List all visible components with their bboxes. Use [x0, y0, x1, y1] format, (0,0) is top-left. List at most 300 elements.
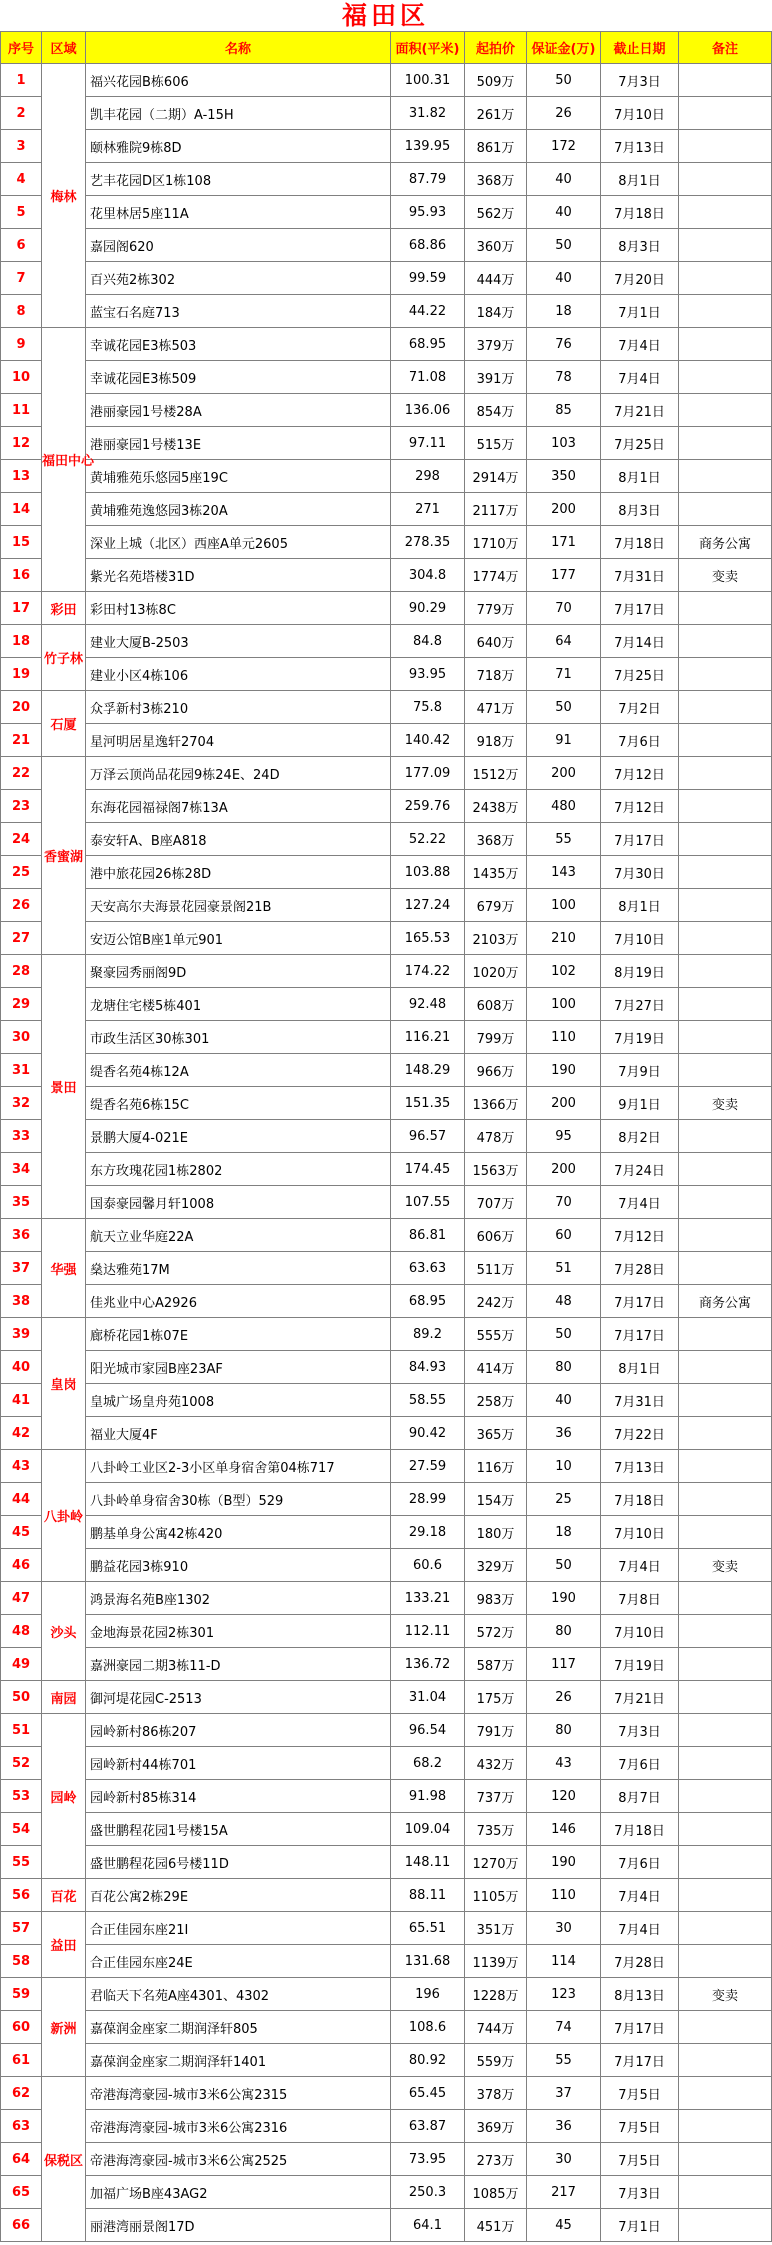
area-cell: 84.93: [391, 1351, 465, 1384]
name-cell: 嘉园阁620: [86, 229, 391, 262]
deposit-cell: 190: [527, 1054, 601, 1087]
name-cell: 百兴苑2栋302: [86, 262, 391, 295]
table-row: [1, 1912, 772, 1945]
area-cell: 259.76: [391, 790, 465, 823]
table-row: [1, 262, 772, 295]
price-cell: 854万: [465, 394, 527, 427]
table-row: [1, 724, 772, 757]
price-cell: 451万: [465, 2209, 527, 2242]
name-cell: 园岭新村85栋314: [86, 1780, 391, 1813]
date-cell: 7月4日: [601, 1549, 679, 1582]
price-cell: 368万: [465, 163, 527, 196]
deposit-cell: 18: [527, 1516, 601, 1549]
price-cell: 861万: [465, 130, 527, 163]
seq-cell: 39: [1, 1318, 42, 1351]
area-cell: 136.06: [391, 394, 465, 427]
name-cell: 国泰豪园馨月轩1008: [86, 1186, 391, 1219]
area-cell: 58.55: [391, 1384, 465, 1417]
seq-cell: 62: [1, 2077, 42, 2110]
note-cell: 变卖: [679, 559, 772, 592]
region-cell: 彩田: [42, 592, 86, 625]
table-row: [1, 1318, 772, 1351]
note-cell: [679, 1450, 772, 1483]
table-row: [1, 427, 772, 460]
note-cell: [679, 1120, 772, 1153]
price-cell: 242万: [465, 1285, 527, 1318]
area-cell: 73.95: [391, 2143, 465, 2176]
table-row: [1, 1648, 772, 1681]
note-cell: [679, 1054, 772, 1087]
price-cell: 509万: [465, 64, 527, 97]
deposit-cell: 40: [527, 196, 601, 229]
name-cell: 黄埔雅苑乐悠园5座19C: [86, 460, 391, 493]
date-cell: 7月17日: [601, 2044, 679, 2077]
seq-cell: 9: [1, 328, 42, 361]
name-cell: 安迈公馆B座1单元901: [86, 922, 391, 955]
seq-cell: 59: [1, 1978, 42, 2011]
price-cell: 608万: [465, 988, 527, 1021]
name-cell: 廊桥花园1栋07E: [86, 1318, 391, 1351]
date-cell: 7月31日: [601, 1384, 679, 1417]
seq-cell: 20: [1, 691, 42, 724]
name-cell: 紫光名苑塔楼31D: [86, 559, 391, 592]
seq-cell: 2: [1, 97, 42, 130]
name-cell: 八卦岭单身宿舍30栋（B型）529: [86, 1483, 391, 1516]
price-cell: 154万: [465, 1483, 527, 1516]
table-row: [1, 493, 772, 526]
note-cell: [679, 1648, 772, 1681]
region-cell: 竹子林: [42, 625, 86, 691]
area-cell: 108.6: [391, 2011, 465, 2044]
area-cell: 90.29: [391, 592, 465, 625]
date-cell: 7月28日: [601, 1252, 679, 1285]
seq-cell: 31: [1, 1054, 42, 1087]
note-cell: 商务公寓: [679, 1285, 772, 1318]
price-cell: 572万: [465, 1615, 527, 1648]
note-cell: [679, 1153, 772, 1186]
name-cell: 丽港湾丽景阁17D: [86, 2209, 391, 2242]
area-cell: 136.72: [391, 1648, 465, 1681]
price-cell: 1512万: [465, 757, 527, 790]
seq-cell: 25: [1, 856, 42, 889]
area-cell: 139.95: [391, 130, 465, 163]
deposit-cell: 60: [527, 1219, 601, 1252]
note-cell: [679, 988, 772, 1021]
deposit-cell: 64: [527, 625, 601, 658]
note-cell: [679, 1615, 772, 1648]
note-cell: [679, 1747, 772, 1780]
seq-cell: 43: [1, 1450, 42, 1483]
seq-cell: 27: [1, 922, 42, 955]
price-cell: 718万: [465, 658, 527, 691]
area-cell: 68.2: [391, 1747, 465, 1780]
table-row: [1, 658, 772, 691]
note-cell: [679, 1186, 772, 1219]
area-cell: 148.11: [391, 1846, 465, 1879]
date-cell: 7月13日: [601, 1450, 679, 1483]
region-cell: 园岭: [42, 1714, 86, 1879]
deposit-cell: 70: [527, 592, 601, 625]
area-cell: 88.11: [391, 1879, 465, 1912]
header-seq: 序号: [1, 32, 42, 64]
note-cell: [679, 361, 772, 394]
seq-cell: 52: [1, 1747, 42, 1780]
date-cell: 7月18日: [601, 526, 679, 559]
deposit-cell: 200: [527, 1087, 601, 1120]
deposit-cell: 36: [527, 1417, 601, 1450]
deposit-cell: 80: [527, 1615, 601, 1648]
price-cell: 329万: [465, 1549, 527, 1582]
table-row: [1, 2011, 772, 2044]
price-cell: 918万: [465, 724, 527, 757]
date-cell: 8月3日: [601, 493, 679, 526]
table-row: [1, 691, 772, 724]
area-cell: 196: [391, 1978, 465, 2011]
note-cell: [679, 460, 772, 493]
region-cell: 梅林: [42, 64, 86, 328]
name-cell: 皇城广场皇舟苑1008: [86, 1384, 391, 1417]
date-cell: 7月5日: [601, 2110, 679, 2143]
table-row: [1, 1219, 772, 1252]
deposit-cell: 40: [527, 163, 601, 196]
note-cell: [679, 163, 772, 196]
name-cell: 鹏益花园3栋910: [86, 1549, 391, 1582]
note-cell: [679, 922, 772, 955]
name-cell: 东方玫瑰花园1栋2802: [86, 1153, 391, 1186]
seq-cell: 35: [1, 1186, 42, 1219]
price-cell: 679万: [465, 889, 527, 922]
note-cell: [679, 1417, 772, 1450]
area-cell: 99.59: [391, 262, 465, 295]
region-cell: 石厦: [42, 691, 86, 757]
deposit-cell: 50: [527, 1318, 601, 1351]
area-cell: 64.1: [391, 2209, 465, 2242]
area-cell: 92.48: [391, 988, 465, 1021]
name-cell: 嘉葆润金座家二期润泽轩805: [86, 2011, 391, 2044]
deposit-cell: 45: [527, 2209, 601, 2242]
deposit-cell: 200: [527, 757, 601, 790]
note-cell: [679, 592, 772, 625]
name-cell: 园岭新村44栋701: [86, 1747, 391, 1780]
header-region: 区域: [42, 32, 86, 64]
area-cell: 271: [391, 493, 465, 526]
region-cell: 皇岗: [42, 1318, 86, 1450]
table-row: [1, 1087, 772, 1120]
area-cell: 107.55: [391, 1186, 465, 1219]
name-cell: 幸诚花园E3栋509: [86, 361, 391, 394]
table-row: [1, 2110, 772, 2143]
deposit-cell: 200: [527, 1153, 601, 1186]
date-cell: 8月1日: [601, 1351, 679, 1384]
seq-cell: 30: [1, 1021, 42, 1054]
date-cell: 7月18日: [601, 1483, 679, 1516]
name-cell: 盛世鹏程花园6号楼11D: [86, 1846, 391, 1879]
table-row: [1, 625, 772, 658]
table-row: [1, 1945, 772, 1978]
deposit-cell: 71: [527, 658, 601, 691]
table-header: [1, 32, 772, 64]
name-cell: 帝港海湾豪园-城市3米6公寓2315: [86, 2077, 391, 2110]
table-row: [1, 64, 772, 97]
date-cell: 7月5日: [601, 2077, 679, 2110]
name-cell: 建业大厦B-2503: [86, 625, 391, 658]
region-cell: 益田: [42, 1912, 86, 1978]
page-title: 福田区: [341, 1, 429, 30]
deposit-cell: 26: [527, 97, 601, 130]
note-cell: [679, 1681, 772, 1714]
note-cell: [679, 2143, 772, 2176]
deposit-cell: 30: [527, 1912, 601, 1945]
seq-cell: 37: [1, 1252, 42, 1285]
note-cell: [679, 691, 772, 724]
name-cell: 鸿景海名苑B座1302: [86, 1582, 391, 1615]
header-price: 起拍价: [465, 32, 527, 64]
seq-cell: 58: [1, 1945, 42, 1978]
region-cell: 八卦岭: [42, 1450, 86, 1582]
date-cell: 7月5日: [601, 2143, 679, 2176]
date-cell: 8月7日: [601, 1780, 679, 1813]
seq-cell: 26: [1, 889, 42, 922]
seq-cell: 47: [1, 1582, 42, 1615]
seq-cell: 65: [1, 2176, 42, 2209]
deposit-cell: 210: [527, 922, 601, 955]
note-cell: [679, 1351, 772, 1384]
note-cell: [679, 889, 772, 922]
deposit-cell: 100: [527, 889, 601, 922]
table-row: [1, 196, 772, 229]
date-cell: 7月4日: [601, 1186, 679, 1219]
table-row: [1, 823, 772, 856]
date-cell: 7月27日: [601, 988, 679, 1021]
price-cell: 261万: [465, 97, 527, 130]
name-cell: 福业大厦4F: [86, 1417, 391, 1450]
table-row: [1, 97, 772, 130]
name-cell: 帝港海湾豪园-城市3米6公寓2525: [86, 2143, 391, 2176]
date-cell: 7月9日: [601, 1054, 679, 1087]
note-cell: [679, 196, 772, 229]
name-cell: 盛世鹏程花园1号楼15A: [86, 1813, 391, 1846]
table-row: [1, 1516, 772, 1549]
price-cell: 351万: [465, 1912, 527, 1945]
seq-cell: 3: [1, 130, 42, 163]
price-cell: 2438万: [465, 790, 527, 823]
area-cell: 68.95: [391, 1285, 465, 1318]
name-cell: 鹏基单身公寓42栋420: [86, 1516, 391, 1549]
table-row: [1, 2176, 772, 2209]
area-cell: 103.88: [391, 856, 465, 889]
date-cell: 7月24日: [601, 1153, 679, 1186]
deposit-cell: 123: [527, 1978, 601, 2011]
price-cell: 799万: [465, 1021, 527, 1054]
name-cell: 建业小区4栋106: [86, 658, 391, 691]
price-cell: 184万: [465, 295, 527, 328]
price-cell: 1105万: [465, 1879, 527, 1912]
date-cell: 7月12日: [601, 757, 679, 790]
table-row: [1, 394, 772, 427]
name-cell: 合正佳园东座24E: [86, 1945, 391, 1978]
price-cell: 562万: [465, 196, 527, 229]
price-cell: 1435万: [465, 856, 527, 889]
name-cell: 八卦岭工业区2-3小区单身宿舍第04栋717: [86, 1450, 391, 1483]
date-cell: 8月1日: [601, 889, 679, 922]
date-cell: 7月28日: [601, 1945, 679, 1978]
date-cell: 7月13日: [601, 130, 679, 163]
price-cell: 368万: [465, 823, 527, 856]
area-cell: 151.35: [391, 1087, 465, 1120]
price-cell: 587万: [465, 1648, 527, 1681]
date-cell: 7月25日: [601, 427, 679, 460]
table-row: [1, 1417, 772, 1450]
note-cell: [679, 625, 772, 658]
deposit-cell: 217: [527, 2176, 601, 2209]
table-row: [1, 526, 772, 559]
deposit-cell: 40: [527, 262, 601, 295]
table-row: [1, 988, 772, 1021]
deposit-cell: 177: [527, 559, 601, 592]
name-cell: 颐林雅院9栋8D: [86, 130, 391, 163]
name-cell: 御河堤花园C-2513: [86, 1681, 391, 1714]
note-cell: [679, 328, 772, 361]
table-row: [1, 790, 772, 823]
area-cell: 116.21: [391, 1021, 465, 1054]
seq-cell: 4: [1, 163, 42, 196]
date-cell: 7月4日: [601, 1912, 679, 1945]
name-cell: 众孚新村3栋210: [86, 691, 391, 724]
table-row: [1, 922, 772, 955]
date-cell: 8月1日: [601, 163, 679, 196]
table-row: [1, 1714, 772, 1747]
name-cell: 加福广场B座43AG2: [86, 2176, 391, 2209]
seq-cell: 60: [1, 2011, 42, 2044]
deposit-cell: 190: [527, 1846, 601, 1879]
note-cell: [679, 1384, 772, 1417]
seq-cell: 8: [1, 295, 42, 328]
table-row: [1, 460, 772, 493]
name-cell: 合正佳园东座21I: [86, 1912, 391, 1945]
seq-cell: 34: [1, 1153, 42, 1186]
deposit-cell: 172: [527, 130, 601, 163]
date-cell: 7月19日: [601, 1648, 679, 1681]
date-cell: 7月25日: [601, 658, 679, 691]
header-deposit: 保证金(万): [527, 32, 601, 64]
seq-cell: 32: [1, 1087, 42, 1120]
price-cell: 273万: [465, 2143, 527, 2176]
seq-cell: 17: [1, 592, 42, 625]
price-cell: 258万: [465, 1384, 527, 1417]
date-cell: 8月13日: [601, 1978, 679, 2011]
area-cell: 84.8: [391, 625, 465, 658]
region-cell: 福田中心: [42, 328, 86, 592]
price-cell: 391万: [465, 361, 527, 394]
table-row: [1, 1252, 772, 1285]
table-row: [1, 361, 772, 394]
deposit-cell: 120: [527, 1780, 601, 1813]
date-cell: 7月22日: [601, 1417, 679, 1450]
date-cell: 7月18日: [601, 1813, 679, 1846]
date-cell: 7月8日: [601, 1582, 679, 1615]
area-cell: 31.04: [391, 1681, 465, 1714]
note-cell: [679, 856, 772, 889]
area-cell: 95.93: [391, 196, 465, 229]
seq-cell: 56: [1, 1879, 42, 1912]
deposit-cell: 50: [527, 691, 601, 724]
table-row: [1, 592, 772, 625]
seq-cell: 5: [1, 196, 42, 229]
deposit-cell: 55: [527, 2044, 601, 2077]
price-cell: 555万: [465, 1318, 527, 1351]
date-cell: 7月17日: [601, 823, 679, 856]
deposit-cell: 85: [527, 394, 601, 427]
seq-cell: 38: [1, 1285, 42, 1318]
deposit-cell: 100: [527, 988, 601, 1021]
area-cell: 29.18: [391, 1516, 465, 1549]
region-cell: 百花: [42, 1879, 86, 1912]
area-cell: 97.11: [391, 427, 465, 460]
note-cell: [679, 1483, 772, 1516]
date-cell: 7月17日: [601, 1285, 679, 1318]
price-cell: 1710万: [465, 526, 527, 559]
deposit-cell: 50: [527, 1549, 601, 1582]
date-cell: 8月1日: [601, 460, 679, 493]
table-row: [1, 955, 772, 988]
note-cell: [679, 1780, 772, 1813]
seq-cell: 12: [1, 427, 42, 460]
table-row: [1, 1384, 772, 1417]
price-cell: 640万: [465, 625, 527, 658]
note-cell: [679, 1879, 772, 1912]
area-cell: 27.59: [391, 1450, 465, 1483]
table-row: [1, 1153, 772, 1186]
date-cell: 7月17日: [601, 592, 679, 625]
seq-cell: 46: [1, 1549, 42, 1582]
deposit-cell: 10: [527, 1450, 601, 1483]
seq-cell: 44: [1, 1483, 42, 1516]
table-row: [1, 1351, 772, 1384]
date-cell: 7月17日: [601, 2011, 679, 2044]
deposit-cell: 480: [527, 790, 601, 823]
deposit-cell: 350: [527, 460, 601, 493]
region-cell: 华强: [42, 1219, 86, 1318]
price-cell: 2914万: [465, 460, 527, 493]
name-cell: 聚豪园秀丽阁9D: [86, 955, 391, 988]
note-cell: [679, 658, 772, 691]
deposit-cell: 25: [527, 1483, 601, 1516]
table-row: [1, 757, 772, 790]
note-cell: [679, 955, 772, 988]
area-cell: 75.8: [391, 691, 465, 724]
date-cell: 7月3日: [601, 2176, 679, 2209]
area-cell: 31.82: [391, 97, 465, 130]
area-cell: 65.51: [391, 1912, 465, 1945]
deposit-cell: 200: [527, 493, 601, 526]
area-cell: 44.22: [391, 295, 465, 328]
deposit-cell: 50: [527, 64, 601, 97]
seq-cell: 64: [1, 2143, 42, 2176]
name-cell: 龙塘住宅楼5栋401: [86, 988, 391, 1021]
seq-cell: 21: [1, 724, 42, 757]
region-cell: 南园: [42, 1681, 86, 1714]
table-row: [1, 1021, 772, 1054]
date-cell: 7月14日: [601, 625, 679, 658]
price-cell: 360万: [465, 229, 527, 262]
price-cell: 735万: [465, 1813, 527, 1846]
note-cell: [679, 2011, 772, 2044]
date-cell: 7月17日: [601, 1318, 679, 1351]
seq-cell: 48: [1, 1615, 42, 1648]
seq-cell: 16: [1, 559, 42, 592]
deposit-cell: 143: [527, 856, 601, 889]
area-cell: 86.81: [391, 1219, 465, 1252]
